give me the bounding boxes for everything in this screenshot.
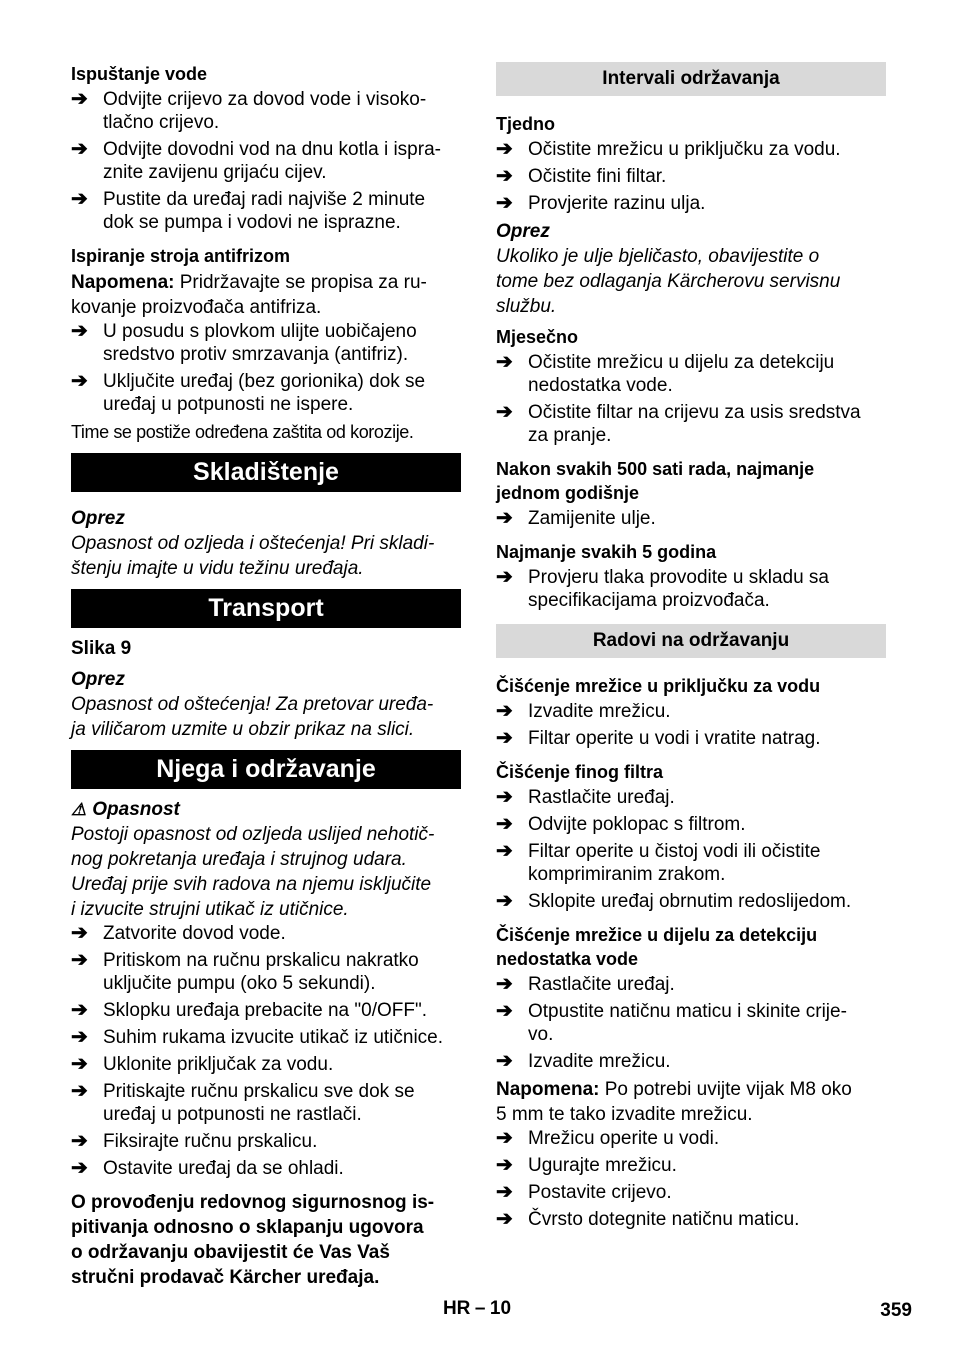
step-item xyxy=(496,138,886,161)
step-text: Zamijenite ulje. xyxy=(528,508,656,529)
step-list xyxy=(496,1127,886,1231)
left-column xyxy=(71,62,461,1290)
section-title: Čišćenje mrežice u priključku za vodu xyxy=(496,676,821,696)
page-number: 359 xyxy=(880,1300,912,1321)
step-text: Sklopku uređaja prebacite na "0/OFF". xyxy=(103,1000,427,1021)
step-item xyxy=(496,192,886,215)
caution-text: Ukoliko je ulje bjeličasto, obavijestite o tome bez odlaganja Kärcherovu servisnu službu. xyxy=(496,246,841,317)
danger-text: Postoji opasnost od ozljeda uslijed nehotič- nog pokretanja uređaja i strujnog udara. Uređaj prije svih radova na njemu isključite i izvucite strujni utikač iz utičnice. xyxy=(71,824,435,920)
arrow-right-icon: ➔ xyxy=(496,1127,513,1149)
step-text: Čvrsto dotegnite natičnu maticu. xyxy=(528,1209,800,1230)
arrow-right-icon: ➔ xyxy=(496,165,513,187)
arrow-right-icon: ➔ xyxy=(496,566,513,588)
section-title: Ispuštanje vode xyxy=(71,64,208,84)
right-column xyxy=(496,62,886,1235)
arrow-right-icon: ➔ xyxy=(496,351,513,373)
step-list xyxy=(496,786,886,913)
step-text: Postavite crijevo. xyxy=(528,1182,672,1203)
step-item xyxy=(71,1080,461,1126)
figure-ref: Slika 9 xyxy=(71,638,132,659)
step-text: Fiksirajte ručnu prskalicu. xyxy=(103,1131,318,1152)
danger-label-row: ⚠ Opasnost xyxy=(71,799,180,820)
paragraph: Time se postiže određena zaštita od korozije. xyxy=(71,422,414,442)
step-item xyxy=(496,813,886,836)
arrow-right-icon: ➔ xyxy=(496,1050,513,1072)
step-text: Rastlačite uređaj. xyxy=(528,974,675,995)
arrow-right-icon: ➔ xyxy=(71,1080,88,1102)
step-text: Filtar operite u čistoj vodi ili očistite komprimiranim zrakom. xyxy=(528,841,821,885)
step-item xyxy=(71,922,461,945)
step-text: Očistite mrežicu u priključku za vodu. xyxy=(528,139,841,160)
step-item xyxy=(71,1130,461,1153)
step-item xyxy=(71,999,461,1022)
step-text: Otpustite natičnu maticu i skinite crije- vo. xyxy=(528,1001,847,1045)
step-item xyxy=(71,138,461,184)
arrow-right-icon: ➔ xyxy=(71,999,88,1021)
step-item xyxy=(71,949,461,995)
step-text: Sklopite uređaj obrnutim redoslijedom. xyxy=(528,891,852,912)
step-text: Suhim rukama izvucite utikač iz utičnice. xyxy=(103,1027,444,1048)
step-text: Izvadite mrežicu. xyxy=(528,1051,671,1072)
page-footer xyxy=(0,1298,954,1320)
section-title: Najmanje svakih 5 godina xyxy=(496,542,717,562)
step-text: Provjerite razinu ulja. xyxy=(528,193,706,214)
caution-label: Oprez xyxy=(496,221,550,242)
step-item xyxy=(71,1157,461,1180)
arrow-right-icon: ➔ xyxy=(496,786,513,808)
arrow-right-icon: ➔ xyxy=(496,507,513,529)
closing-note: O provođenju redovnog sigurnosnog is- pitivanja odnosno o sklapanju ugovora o održavanju obavijestit će Vas Vaš stručni prodavač Kärcher uređaja. xyxy=(71,1192,435,1288)
arrow-right-icon: ➔ xyxy=(496,700,513,722)
section-heading-care: Njega i održavanje xyxy=(71,750,461,789)
caution-label: Oprez xyxy=(71,508,125,529)
arrow-right-icon: ➔ xyxy=(71,138,88,160)
step-item xyxy=(496,840,886,886)
step-text: Pritiskom na ručnu prskalicu nakratko uključite pumpu (oko 5 sekundi). xyxy=(103,950,419,994)
section-title: Mjesečno xyxy=(496,327,579,347)
step-list xyxy=(71,88,461,234)
arrow-right-icon: ➔ xyxy=(496,192,513,214)
step-item xyxy=(496,351,886,397)
arrow-right-icon: ➔ xyxy=(496,138,513,160)
arrow-right-icon: ➔ xyxy=(71,1053,88,1075)
step-item xyxy=(496,1154,886,1177)
arrow-right-icon: ➔ xyxy=(496,1181,513,1203)
caution-label: Oprez xyxy=(71,669,125,690)
step-item xyxy=(496,890,886,913)
step-item xyxy=(496,1127,886,1150)
note: Napomena: Po potrebi uvijte vijak M8 oko 5 mm te tako izvadite mrežicu. xyxy=(496,1079,852,1125)
step-text: U posudu s plovkom ulijte uobičajeno sredstvo protiv smrzavanja (antifriz). xyxy=(103,321,417,365)
step-text: Ostavite uređaj da se ohladi. xyxy=(103,1158,344,1179)
step-text: Odvijte crijevo za dovod vode i visoko- tlačno crijevo. xyxy=(103,89,427,133)
caution-text: Opasnost od ozljeda i oštećenja! Pri skladi- štenju imajte u vidu težinu uređaja. xyxy=(71,533,435,579)
section-title: Ispiranje stroja antifrizom xyxy=(71,246,291,266)
warning-triangle-icon: ⚠ xyxy=(71,800,87,819)
arrow-right-icon: ➔ xyxy=(496,1154,513,1176)
footer-section: HR xyxy=(442,1298,471,1319)
step-item xyxy=(496,727,886,750)
step-item xyxy=(496,786,886,809)
step-item xyxy=(496,700,886,723)
step-text: Odvijte poklopac s filtrom. xyxy=(528,814,746,835)
step-item xyxy=(71,1026,461,1049)
step-text: Uključite uređaj (bez gorionika) dok se uređaj u potpunosti ne ispere. xyxy=(103,371,426,415)
arrow-right-icon: ➔ xyxy=(71,949,88,971)
step-item xyxy=(496,566,886,612)
step-item xyxy=(71,1053,461,1076)
section-heading-works: Radovi na održavanju xyxy=(496,624,886,658)
section-title: Čišćenje mrežice u dijelu za detekciju nedostatka vode xyxy=(496,925,818,969)
step-text: Očistite filtar na crijevu za usis sredstva za pranje. xyxy=(528,402,861,446)
step-item xyxy=(71,370,461,416)
arrow-right-icon: ➔ xyxy=(496,973,513,995)
step-text: Pritiskajte ručnu prskalicu sve dok se uređaj u potpunosti ne rastlači. xyxy=(103,1081,415,1125)
arrow-right-icon: ➔ xyxy=(71,922,88,944)
step-text: Pustite da uređaj radi najviše 2 minute dok se pumpa i vodovi ne isprazne. xyxy=(103,189,426,233)
step-list xyxy=(496,566,886,612)
step-list xyxy=(71,922,461,1180)
arrow-right-icon: ➔ xyxy=(71,320,88,342)
step-item xyxy=(496,1000,886,1046)
section-title: Nakon svakih 500 sati rada, najmanje jednom godišnje xyxy=(496,459,815,503)
step-text: Provjeru tlaka provodite u skladu sa specifikacijama proizvođača. xyxy=(528,567,829,611)
step-text: Filtar operite u vodi i vratite natrag. xyxy=(528,728,821,749)
step-list xyxy=(496,973,886,1073)
step-text: Zatvorite dovod vode. xyxy=(103,923,286,944)
step-item xyxy=(496,507,886,530)
section-heading-transport: Transport xyxy=(71,589,461,628)
section-heading-storage: Skladištenje xyxy=(71,453,461,492)
step-item xyxy=(496,401,886,447)
arrow-right-icon: ➔ xyxy=(71,1157,88,1179)
step-text: Uklonite priključak za vodu. xyxy=(103,1054,334,1075)
step-item xyxy=(496,973,886,996)
step-list xyxy=(496,700,886,750)
step-item xyxy=(496,165,886,188)
caution-text: Opasnost od oštećenja! Za pretovar uređa- ja viličarom uzmite u obzir prikaz na slici. xyxy=(71,694,434,740)
arrow-right-icon: ➔ xyxy=(71,370,88,392)
arrow-right-icon: ➔ xyxy=(71,88,88,110)
step-text: Mrežicu operite u vodi. xyxy=(528,1128,720,1149)
step-text: Očistite mrežicu u dijelu za detekciju nedostatka vode. xyxy=(528,352,835,396)
step-text: Ugurajte mrežicu. xyxy=(528,1155,677,1176)
section-heading-intervals: Intervali održavanja xyxy=(496,62,886,96)
step-list xyxy=(71,320,461,416)
step-text: Rastlačite uređaj. xyxy=(528,787,675,808)
note: Napomena: Pridržavajte se propisa za ru- kovanje proizvođača antifriza. xyxy=(71,272,427,318)
arrow-right-icon: ➔ xyxy=(71,1026,88,1048)
step-item xyxy=(496,1208,886,1231)
arrow-right-icon: ➔ xyxy=(496,727,513,749)
section-title: Tjedno xyxy=(496,114,555,134)
arrow-right-icon: ➔ xyxy=(496,890,513,912)
step-item xyxy=(496,1050,886,1073)
step-item xyxy=(496,1181,886,1204)
footer-number: 10 xyxy=(489,1298,512,1319)
step-item xyxy=(71,188,461,234)
arrow-right-icon: ➔ xyxy=(71,1130,88,1152)
step-item xyxy=(71,88,461,134)
arrow-right-icon: ➔ xyxy=(496,840,513,862)
section-title: Čišćenje finog filtra xyxy=(496,762,664,782)
step-text: Izvadite mrežicu. xyxy=(528,701,671,722)
step-list xyxy=(496,138,886,215)
step-text: Očistite fini filtar. xyxy=(528,166,667,187)
step-list xyxy=(496,351,886,447)
arrow-right-icon: ➔ xyxy=(496,813,513,835)
step-list xyxy=(496,507,886,530)
arrow-right-icon: ➔ xyxy=(496,401,513,423)
arrow-right-icon: ➔ xyxy=(496,1000,513,1022)
footer-separator: – xyxy=(474,1298,486,1319)
step-item xyxy=(71,320,461,366)
arrow-right-icon: ➔ xyxy=(496,1208,513,1230)
arrow-right-icon: ➔ xyxy=(71,188,88,210)
step-text: Odvijte dovodni vod na dnu kotla i ispra- znite zavijenu grijaću cijev. xyxy=(103,139,441,183)
